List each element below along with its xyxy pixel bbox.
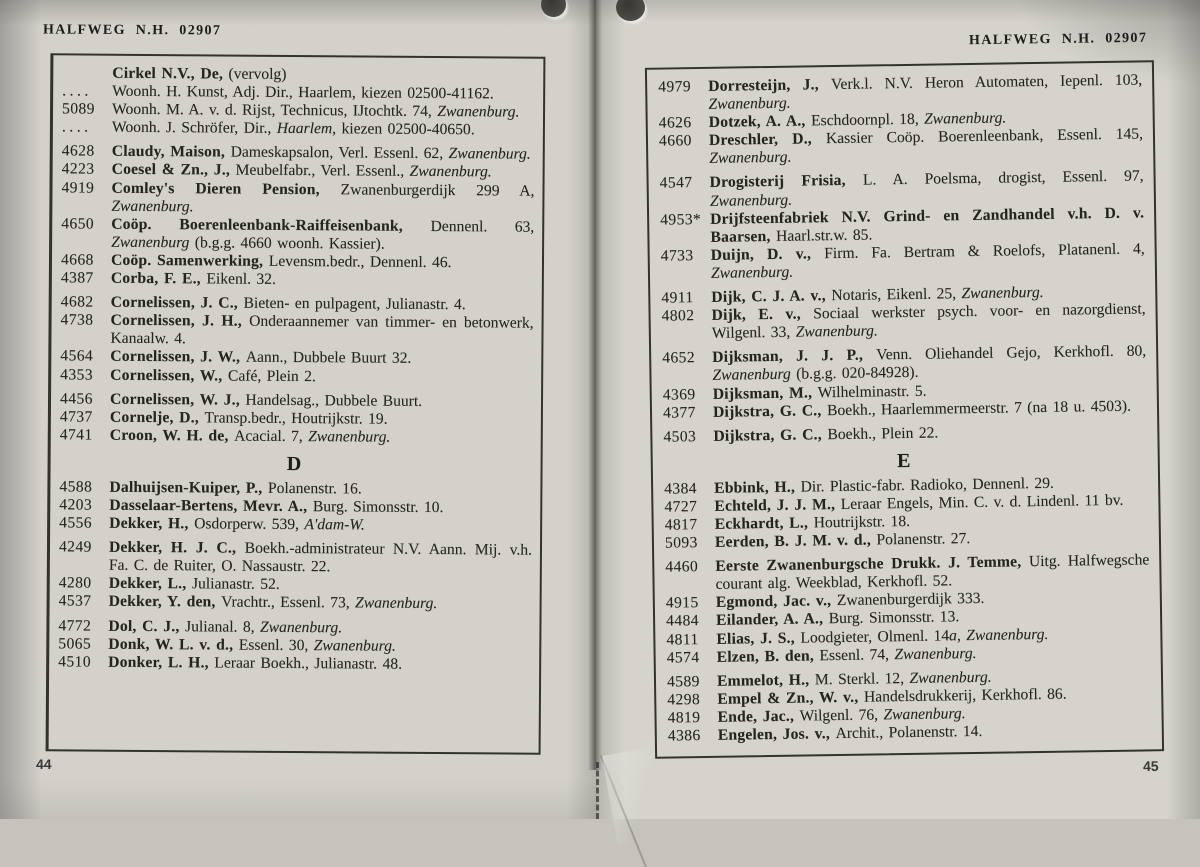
entry-text: Cornelissen, W. J., Handelsag., Dubbele Buurt. <box>110 390 533 411</box>
entry-text: Donker, L. H., Leraar Boekh., Julianastr. 48. <box>108 653 531 674</box>
entry-phone-number: 4484 <box>663 612 716 631</box>
directory-entry <box>658 240 1145 283</box>
entry-phone-number: 4626 <box>656 114 709 133</box>
gutter-fold <box>588 0 602 770</box>
entry-text: Empel & Zn., W. v., Handelsdrukkerij, Kerkhofl. 86. <box>717 684 1151 709</box>
entry-phone-number: 5089 <box>59 101 112 119</box>
entry-phone-number: 4628 <box>59 143 112 161</box>
entry-text: Corba, F. E., Eikenl. 32. <box>111 270 534 291</box>
directory-entry <box>656 126 1143 169</box>
entry-text: Dekker, Y. den, Vrachtr., Essenl. 73, Zwanenburg. <box>109 593 532 614</box>
entry-phone-number: 4574 <box>664 648 717 667</box>
entry-phone-number: 4650 <box>58 215 111 233</box>
entry-phone-number: 4660 <box>656 132 709 151</box>
entry-text: Eilander, A. A., Burg. Simonsstr. 13. <box>716 606 1150 631</box>
entry-phone-number: .... <box>59 82 112 100</box>
entry-phone-number: 4817 <box>662 516 715 535</box>
entry-phone-number: 4377 <box>660 403 713 422</box>
directory-entry <box>57 312 533 352</box>
entry-phone-number: 4547 <box>656 174 709 193</box>
section-letter-heading: E <box>661 445 1148 476</box>
entry-phone-number: 4652 <box>659 349 712 368</box>
directory-entry <box>56 514 532 535</box>
entry-text: Dijkstra, G. C., Boekh., Plein 22. <box>713 421 1147 446</box>
entry-text: Dol, C. J., Julianal. 8, Zwanenburg. <box>108 617 531 638</box>
entry-phone-number: 4772 <box>55 617 108 635</box>
directory-frame-left <box>46 53 546 754</box>
directory-entry <box>57 426 533 447</box>
entry-text: Coöp. Samenwerking, Levensm.bedr., Dennenl. 46. <box>111 252 534 273</box>
entry-phone-number: 4802 <box>658 307 711 326</box>
entry-text: Cornelje, D., Transp.bedr., Houtrijkstr. 19. <box>110 408 533 429</box>
directory-entry <box>56 593 532 614</box>
entry-text: Dreschler, D., Kassier Coöp. Boerenleenbank, Essenl. 145, Zwanenburg. <box>709 126 1143 169</box>
entry-text: Ebbink, H., Dir. Plastic-fabr. Radioko, Dennenl. 29. <box>714 473 1148 498</box>
page-number-right: 45 <box>1143 758 1159 774</box>
entry-phone-number: 4682 <box>58 293 111 311</box>
directory-entry <box>58 215 534 255</box>
entry-text: Dijk, C. J. A. v., Notaris, Eikenl. 25, Zwanenburg. <box>711 282 1145 307</box>
entry-text: Egmond, Jac. v., Zwanenburgerdijk 333. <box>716 588 1150 613</box>
entry-text: Echteld, J. J. M., Leraar Engels, Min. C. v. d. Lindenl. 11 bv. <box>714 491 1148 516</box>
entry-phone-number: 4953* <box>657 211 710 230</box>
entry-text: Drijfsteenfabriek N.V. Grind- en Zandhandel v.h. D. v. Baarsen, Haarl.str.w. 85. <box>710 204 1144 247</box>
entry-phone-number: 4911 <box>658 289 711 308</box>
page-number-left: 44 <box>36 756 52 772</box>
entry-phone-number: 4369 <box>660 385 713 404</box>
entry-text: Dalhuijsen-Kuiper, P., Polanenstr. 16. <box>109 479 532 500</box>
entry-text: Comley's Dieren Pension, Zwanenburgerdijk 299 A, Zwanenburg. <box>111 179 534 218</box>
entry-phone-number: 4203 <box>56 496 109 514</box>
entry-text: Eckhardt, L., Houtrijkstr. 18. <box>715 509 1149 534</box>
directory-entry <box>58 179 534 219</box>
entry-text: Claudy, Maison, Dameskapsalon, Verl. Essenl. 62, Zwanenburg. <box>112 143 535 164</box>
entry-text: Woonh. M. A. v. d. Rijst, Technicus, IJtochtk. 74, Zwanenburg. <box>112 101 535 122</box>
entry-text: Elias, J. S., Loodgieter, Olmenl. 14a, Zwanenburg. <box>716 624 1150 649</box>
entry-text: Dijk, E. v., Sociaal werkster psych. voor- en nazorgdienst, Wilgenl. 33, Zwanenburg. <box>711 301 1145 344</box>
entry-text: Woonh. J. Schröfer, Dir., Haarlem, kiezen 02500-40650. <box>112 119 535 140</box>
entry-text: Dijkstra, G. C., Boekh., Haarlemmermeerstr. 7 (na 18 u. 4503). <box>713 397 1147 422</box>
directory-entries-left <box>55 64 535 674</box>
directory-entry <box>58 269 534 290</box>
directory-entry <box>57 366 533 387</box>
entry-phone-number: 4919 <box>58 179 111 197</box>
entry-phone-number: 4979 <box>655 78 708 97</box>
entry-phone-number: 4456 <box>57 390 110 408</box>
entry-text: Dijksman, M., Wilhelminastr. 5. <box>713 379 1147 404</box>
running-header-left: HALFWEG N.H. 02907 <box>43 23 221 40</box>
entry-phone-number: 4915 <box>663 594 716 613</box>
entry-phone-number: 4589 <box>664 673 717 692</box>
running-header-right: HALFWEG N.H. 02907 <box>969 31 1148 49</box>
entry-phone-number: 5093 <box>662 534 715 553</box>
entry-text: Emmelot, H., M. Sterkl. 12, Zwanenburg. <box>717 666 1151 691</box>
entry-phone-number: 4668 <box>58 251 111 269</box>
entry-phone-number: 4353 <box>57 366 110 384</box>
directory-entries-right <box>655 71 1152 745</box>
entry-text: Coöp. Boerenleenbank-Raiffeisenbank, Dennenl. 63, Zwanenburg (b.g.g. 4660 woonh. Kassier). <box>111 215 534 254</box>
entry-phone-number: 4280 <box>56 575 109 593</box>
entry-text: Woonh. H. Kunst, Adj. Dir., Haarlem, kiezen 02500-41162. <box>112 83 535 104</box>
entry-text: Eerden, B. J. M. v. d., Polanenstr. 27. <box>715 527 1149 552</box>
entry-phone-number: 4738 <box>58 312 111 330</box>
entry-phone-number: 4386 <box>665 727 718 746</box>
entry-text: Dekker, L., Julianastr. 52. <box>109 575 532 596</box>
entry-phone-number: 4556 <box>56 514 109 532</box>
entry-phone-number: 4223 <box>59 161 112 179</box>
entry-phone-number: 4588 <box>56 478 109 496</box>
directory-entry <box>658 301 1145 344</box>
entry-text: Dijksman, J. J. P., Venn. Oliehandel Gejo, Kerkhofl. 80, Zwanenburg (b.g.g. 020-84928). <box>712 343 1146 386</box>
entry-text: Dekker, H. J. C., Boekh.-administrateur N.V. Aann. Mij. v.h. Fa. C. de Ruiter, O. Nassaustr. 22. <box>109 539 532 578</box>
entry-phone-number: 4460 <box>662 558 715 577</box>
directory-entry <box>55 653 531 674</box>
entry-phone-number: 4811 <box>663 630 716 649</box>
entry-text: Duijn, D. v., Firm. Fa. Bertram & Roelofs, Platanenl. 4, Zwanenburg. <box>711 240 1145 283</box>
entry-text: Dekker, H., Osdorperw. 539, A'dam-W. <box>109 515 532 536</box>
entry-text: Eerste Zwanenburgsche Drukk. J. Temme, Uitg. Halfwegsche courant alg. Weekblad, Kerkhofl. 52. <box>715 552 1149 595</box>
directory-entry <box>59 119 535 140</box>
gutter-fold-crease <box>596 762 599 819</box>
entry-text: Cornelissen, W., Café, Plein 2. <box>110 366 533 387</box>
entry-text: Dasselaar-Bertens, Mevr. A., Burg. Simonsstr. 10. <box>109 497 532 518</box>
entry-phone-number: 4249 <box>56 538 109 556</box>
entry-phone-number: 4727 <box>661 498 714 517</box>
directory-frame-right <box>645 60 1164 758</box>
entry-text: Dotzek, A. A., Eschdoornpl. 18, Zwanenburg. <box>709 108 1143 133</box>
entry-phone-number: 4384 <box>661 480 714 499</box>
entry-text: Cornelissen, J. C., Bieten- en pulpagent, Julianastr. 4. <box>111 294 534 315</box>
entry-text: Engelen, Jos. v., Archit., Polanenstr. 14. <box>718 720 1152 745</box>
entry-phone-number: 4298 <box>664 691 717 710</box>
section-letter-heading: D <box>57 450 533 477</box>
entry-text: Coesel & Zn., J., Meubelfabr., Verl. Essenl., Zwanenburg. <box>112 161 535 182</box>
entry-text: Drogisterij Frisia, L. A. Poelsma, drogist, Essenl. 97, Zwanenburg. <box>709 168 1143 211</box>
entry-text: Elzen, B. den, Essenl. 74, Zwanenburg. <box>717 642 1151 667</box>
entry-phone-number: 4737 <box>57 408 110 426</box>
entry-phone-number: 4819 <box>664 709 717 728</box>
entry-text: Dorresteijn, J., Verk.l. N.V. Heron Automaten, Iepenl. 103, Zwanenburg. <box>708 71 1142 114</box>
entry-phone-number: 4741 <box>57 426 110 444</box>
entry-text: Ende, Jac., Wilgenl. 76, Zwanenburg. <box>717 702 1151 727</box>
entry-phone-number: 4537 <box>56 593 109 611</box>
entry-phone-number: 4387 <box>58 269 111 287</box>
entry-phone-number: 5065 <box>55 635 108 653</box>
entry-text: Cornelissen, J. H., Onderaannemer van timmer- en betonwerk, Kanaalw. 4. <box>110 312 533 351</box>
entry-text: Croon, W. H. de, Acacial. 7, Zwanenburg. <box>110 426 533 447</box>
directory-entry <box>56 538 532 578</box>
entry-phone-number: 4510 <box>55 653 108 671</box>
entry-phone-number: .... <box>59 119 112 137</box>
directory-entry <box>660 421 1147 446</box>
entry-phone-number: 4733 <box>658 247 711 266</box>
entry-phone-number: 4564 <box>57 348 110 366</box>
entry-text: Cirkel N.V., De, (vervolg) <box>112 65 535 86</box>
entry-phone-number: 4503 <box>660 428 713 447</box>
entry-text: Cornelissen, J. W., Aann., Dubbele Buurt 32. <box>110 348 533 369</box>
entry-text: Donk, W. L. v. d., Essenl. 30, Zwanenburg. <box>108 635 531 656</box>
